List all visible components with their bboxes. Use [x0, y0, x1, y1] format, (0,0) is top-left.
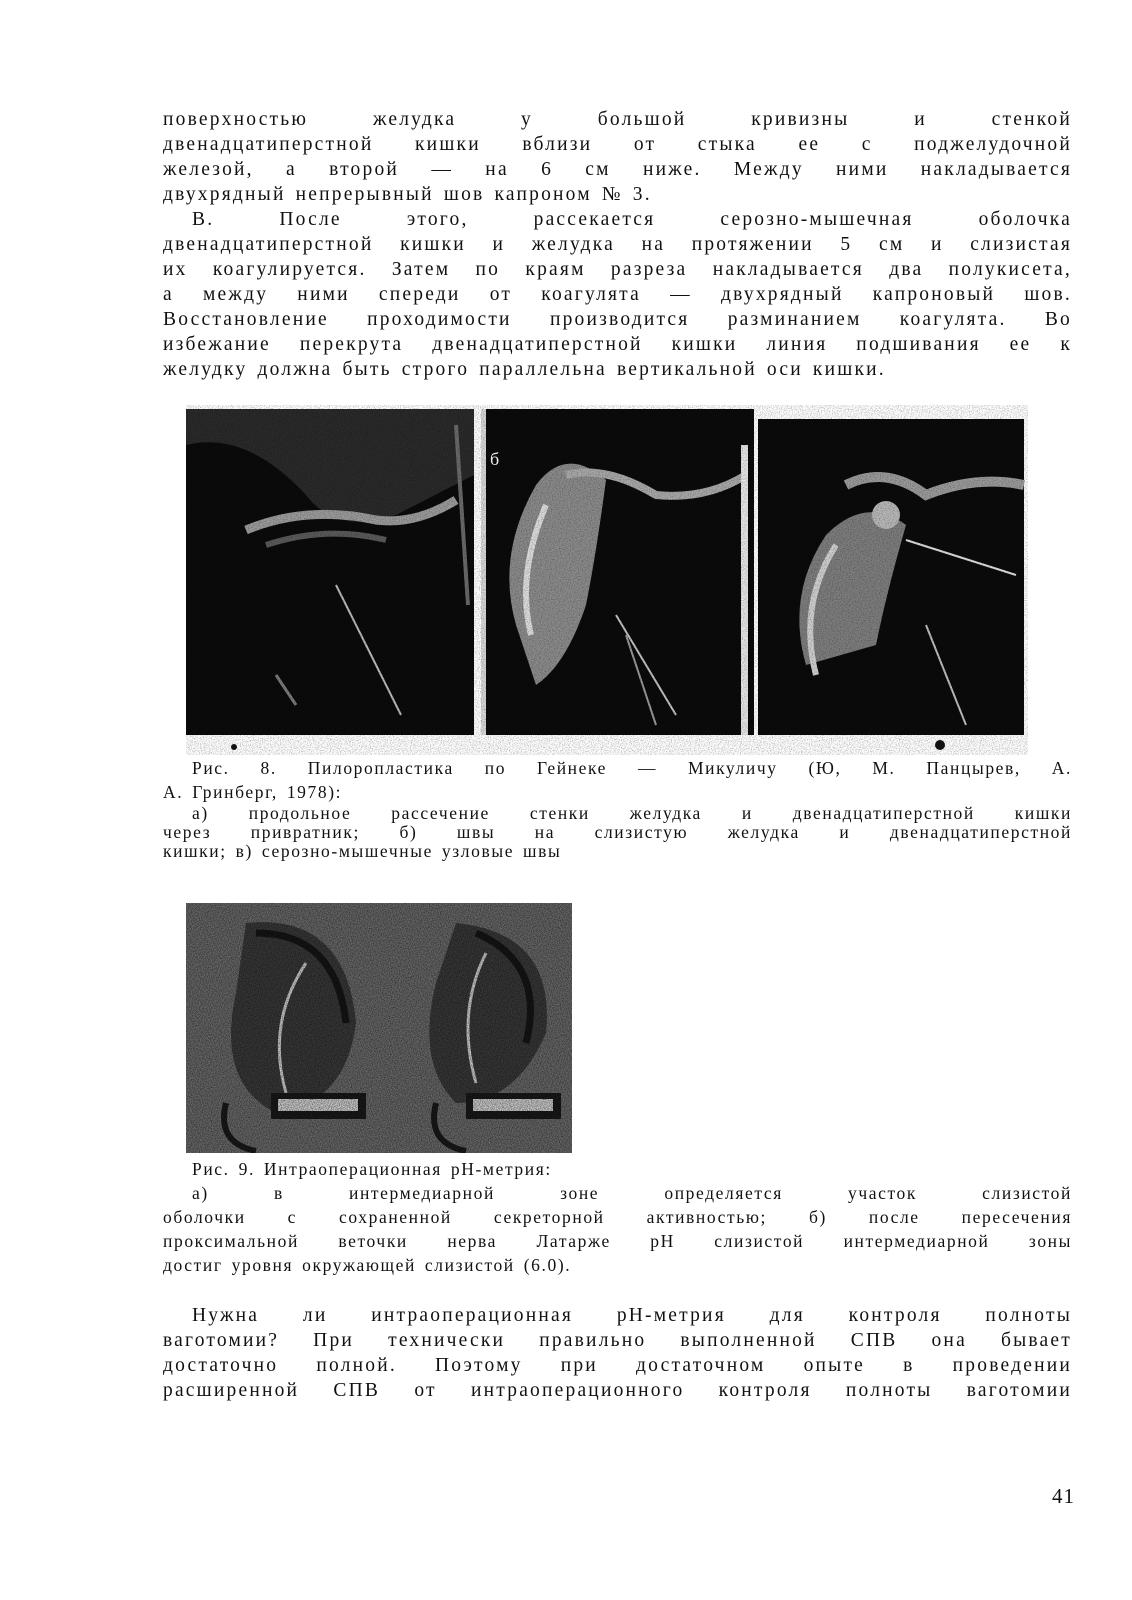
text-line: Нужна ли интраоперационная рН-метрия для контроля полноты: [192, 1305, 1072, 1326]
legend-line: кишки; в) серозно-мышечные узловые швы: [163, 842, 562, 861]
text-line: двенадцатиперстной кишки вблизи от стыка ее с поджелудочной: [163, 134, 1072, 155]
legend-line: а) в интермедиарной зоне определяется участок слизистой: [192, 1183, 1072, 1203]
text-line: Восстановление проходимости производится разминанием коагулята. Во: [163, 309, 1072, 330]
figure-9-caption: [163, 1157, 1072, 1277]
legend-line: достиг уровня окружающей слизистой (6.0).: [163, 1255, 572, 1275]
text-line: ваготомии? При технически правильно выполненной СПВ она бывает: [163, 1330, 1072, 1351]
figure-8-photographs: [186, 405, 1028, 755]
paragraph-2: [163, 207, 1072, 382]
caption-line: Рис. 8. Пилоропластика по Гейнеке — Микуличу (Ю, М. Панцырев, А.: [192, 758, 1072, 778]
legend-line: проксимальной веточки нерва Латарже рН слизистой интермедиарной зоны: [163, 1231, 1072, 1251]
text-line: расширенной СПВ от интраоперационного контроля полноты ваготомии: [163, 1380, 1072, 1401]
text-line: В. После этого, рассекается серозно-мышечная оболочка: [192, 209, 1072, 230]
legend-line: а) продольное рассечение стенки желудка и двенадцатиперстной кишки: [192, 804, 1072, 823]
text-line: достаточно полной. Поэтому при достаточном опыте в проведении: [163, 1355, 1072, 1376]
text-line: двенадцатиперстной кишки и желудка на протяжении 5 см и слизистая: [163, 234, 1072, 255]
text-line: желудку должна быть строго параллельна вертикальной оси кишки.: [163, 359, 886, 380]
paragraph-3: [163, 1303, 1072, 1403]
legend-line: через привратник; б) швы на слизистую желудка и двенадцатиперстной: [163, 823, 1072, 842]
figure-9-photographs: [186, 903, 572, 1153]
text-line: железой, а второй — на 6 см ниже. Между ними накладывается: [163, 159, 1072, 180]
text-line: двухрядный непрерывный шов капроном № 3.: [163, 184, 652, 205]
figure-8-caption: [163, 756, 1072, 861]
text-line: а между ними спереди от коагулята — двухрядный капроновый шов.: [163, 284, 1072, 305]
text-line: их коагулируется. Затем по краям разреза накладывается два полукисета,: [163, 259, 1072, 280]
legend-line: оболочки с сохраненной секреторной активностью; б) после пересечения: [163, 1207, 1072, 1227]
paragraph-1: [163, 107, 1072, 207]
text-line: поверхностью желудка у большой кривизны и стенкой: [163, 109, 1072, 130]
page-number: 41: [1052, 1484, 1075, 1508]
caption-title: Рис. 9. Интраоперационная рН-метрия:: [192, 1159, 552, 1179]
caption-line: А. Гринберг, 1978):: [163, 782, 343, 802]
text-line: избежание перекрута двенадцатиперстной кишки линия подшивания ее к: [163, 334, 1072, 355]
